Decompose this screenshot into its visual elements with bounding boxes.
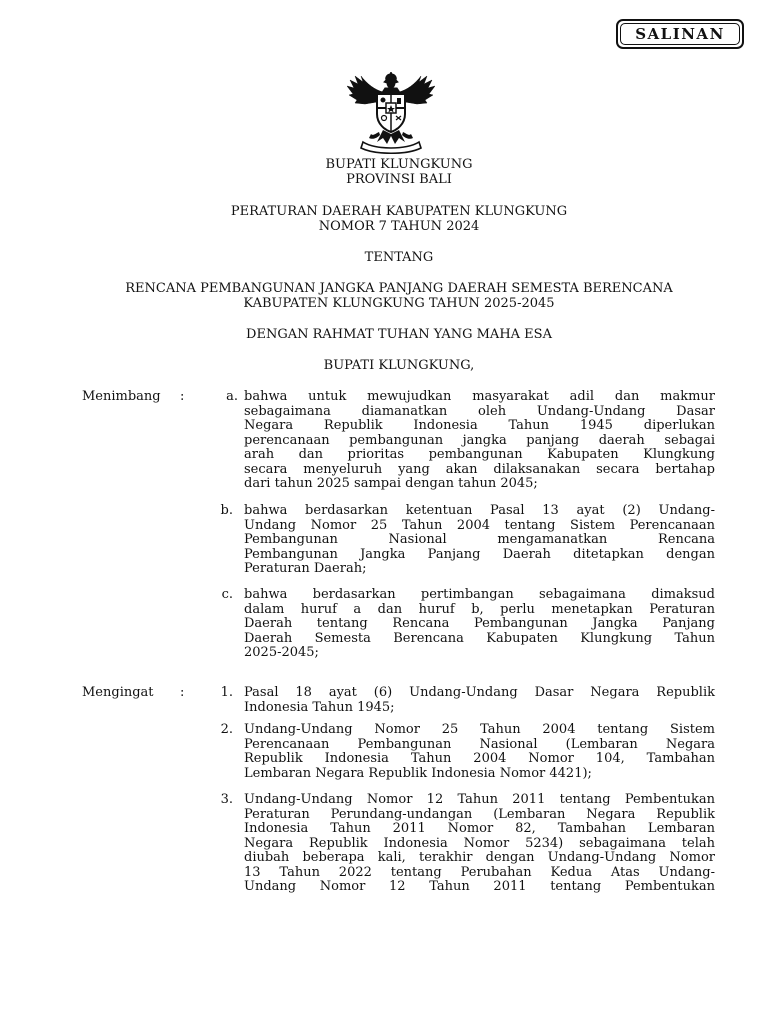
menimbang-item-b (244, 504, 715, 577)
text-line: diubah beberapa kali, terakhir dengan Undang-Undang Nomor (244, 850, 715, 865)
text-line: Lembaran Negara Republik Indonesia Nomor 4421); (244, 765, 592, 781)
text-line: Indonesia Tahun 1945; (244, 699, 395, 715)
text-line: Negara Republik Indonesia Nomor 5234) sebagaimana telah (244, 835, 715, 851)
text-line: Peraturan Perundang-undangan (Lembaran Negara Republik (244, 806, 715, 822)
text-line: sebagaimana diamanatkan oleh Undang-Undang Dasar (244, 403, 715, 419)
menimbang-colon: : (180, 389, 185, 404)
mengingat-marker-2: 2. (220, 722, 233, 737)
mengingat-marker-3: 3. (220, 792, 233, 807)
document-title-line-1: RENCANA PEMBANGUNAN JANGKA PANJANG DAERAH SEMESTA BERENCANA (125, 281, 673, 296)
text-line: Undang-Undang Nomor 12 Tahun 2011 tentang Pembentukan (244, 792, 715, 807)
text-line: arah dan prioritas pembangunan Kabupaten Klungkung (244, 447, 715, 462)
menimbang-label: Menimbang (82, 389, 161, 404)
province-title: PROVINSI BALI (346, 172, 452, 187)
regent-title: BUPATI KLUNGKUNG (325, 157, 473, 172)
text-line: dari tahun 2025 sampai dengan tahun 2045; (244, 476, 538, 491)
text-line: Pasal 18 ayat (6) Undang-Undang Dasar Negara Republik (244, 685, 715, 700)
text-line: Perencanaan Pembangunan Nasional (Lembaran Negara (244, 736, 715, 752)
text-line: Undang Nomor 25 Tahun 2004 tentang Sistem Perencanaan (244, 517, 715, 533)
text-line: Indonesia Tahun 2011 Nomor 82, Tambahan Lembaran (244, 821, 715, 836)
text-line: Pembangunan Jangka Panjang Daerah ditetapkan dengan (244, 546, 715, 562)
text-line: dalam huruf a dan huruf b, perlu menetapkan Peraturan (244, 601, 715, 617)
text-line: Negara Republik Indonesia Tahun 1945 diperlukan (244, 418, 715, 433)
menimbang-item-c (244, 588, 715, 661)
text-line: bahwa untuk mewujudkan masyarakat adil dan makmur (244, 389, 715, 404)
menimbang-marker-b: b. (220, 503, 233, 518)
text-line: bahwa berdasarkan ketentuan Pasal 13 ayat (2) Undang- (244, 503, 715, 518)
text-line: Daerah tentang Rencana Pembangunan Jangka Panjang (244, 616, 715, 631)
text-line: Daerah Semesta Berencana Kabupaten Klungkung Tahun (244, 630, 715, 646)
text-line: 13 Tahun 2022 tentang Perubahan Kedua Atas Undang- (244, 864, 715, 880)
text-line: Pembangunan Nasional mengamanatkan Rencana (244, 532, 715, 547)
text-line: Peraturan Daerah; (244, 561, 367, 576)
menimbang-marker-c: c. (221, 587, 233, 602)
regent-signatory: BUPATI KLUNGKUNG, (323, 358, 475, 373)
regulation-number: NOMOR 7 TAHUN 2024 (318, 219, 480, 234)
mengingat-item-2 (244, 723, 715, 781)
salinan-stamp (616, 19, 744, 49)
about-heading: TENTANG (364, 250, 434, 265)
mengingat-item-3 (244, 793, 715, 895)
text-line: 2025-2045; (244, 645, 319, 660)
text-line: bahwa berdasarkan pertimbangan sebagaimana dimaksud (244, 587, 715, 602)
regulation-title: PERATURAN DAERAH KABUPATEN KLUNGKUNG (230, 204, 568, 219)
stamp-label: SALINAN (635, 25, 725, 43)
mengingat-label: Mengingat (82, 685, 154, 700)
text-line: Undang-Undang Nomor 25 Tahun 2004 tentang Sistem (244, 722, 715, 737)
text-line: Republik Indonesia Tahun 2004 Nomor 104, Tambahan (244, 751, 715, 766)
mengingat-colon: : (180, 685, 185, 700)
mengingat-marker-1: 1. (220, 685, 233, 700)
document-title-line-2: KABUPATEN KLUNGKUNG TAHUN 2025-2045 (243, 296, 555, 311)
garuda-emblem-icon (347, 72, 435, 154)
grace-statement: DENGAN RAHMAT TUHAN YANG MAHA ESA (246, 327, 552, 342)
menimbang-marker-a: a. (226, 389, 238, 404)
text-line: Undang Nomor 12 Tahun 2011 tentang Pembentukan (244, 879, 715, 894)
menimbang-item-a (244, 390, 715, 492)
text-line: perencanaan pembangunan jangka panjang daerah sebagai (244, 432, 715, 448)
mengingat-item-1 (244, 686, 715, 715)
text-line: secara menyeluruh yang akan dilaksanakan secara bertahap (244, 461, 715, 477)
